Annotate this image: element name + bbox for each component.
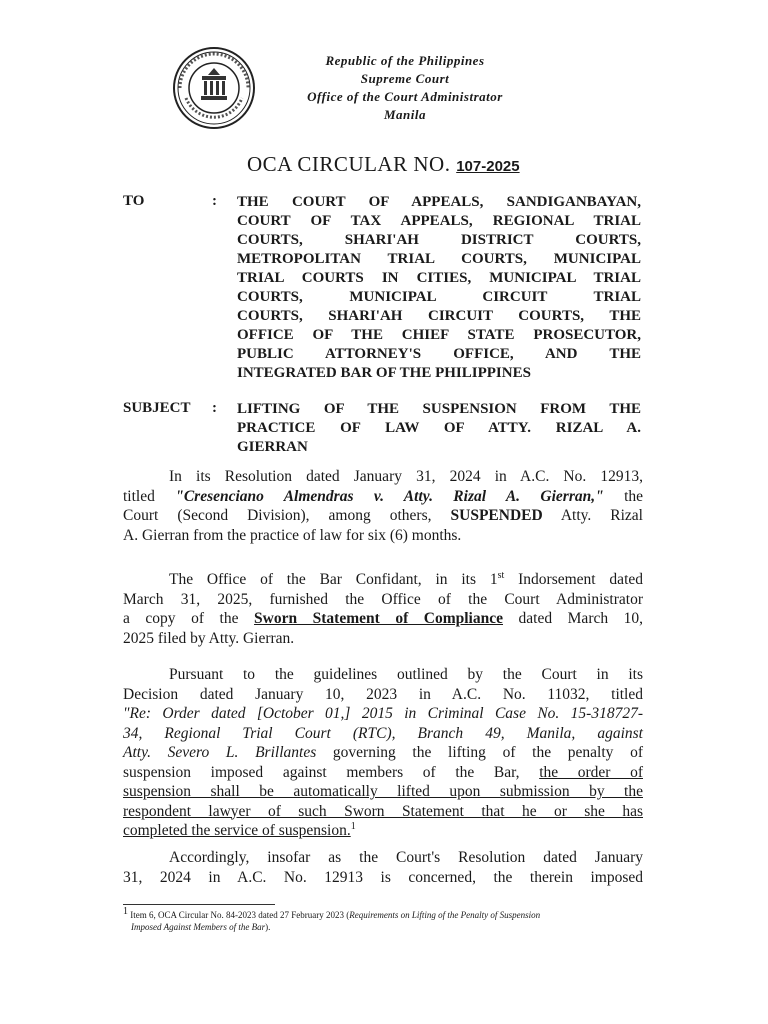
to-line: PUBLIC ATTORNEY'S OFFICE, AND THE bbox=[237, 346, 641, 362]
para-line: Pursuant to the guidelines outlined by the Court in its bbox=[169, 666, 643, 683]
para-line: Decision dated January 10, 2023 in A.C. No. 11032, titled bbox=[123, 685, 643, 703]
subject-line: LIFTING OF THE SUSPENSION FROM THE bbox=[237, 401, 641, 417]
to-colon: : bbox=[212, 193, 217, 209]
to-line: TRIAL COURTS IN CITIES, MUNICIPAL TRIAL bbox=[237, 270, 641, 286]
para-text: dated March 10, bbox=[518, 610, 644, 627]
to-line: OFFICE OF THE CHIEF STATE PROSECUTOR, bbox=[237, 327, 641, 343]
para-text: titled bbox=[123, 487, 155, 505]
circular-prefix: OCA CIRCULAR NO. bbox=[247, 152, 451, 176]
para-line bbox=[123, 743, 643, 763]
para-line bbox=[123, 763, 643, 783]
subject-line: GIERRAN bbox=[237, 439, 308, 455]
para-line bbox=[123, 609, 643, 629]
para-text: Atty. Severo L. Brillantes bbox=[123, 744, 317, 761]
to-line: COURTS, MUNICIPAL CIRCUIT TRIAL bbox=[237, 289, 641, 305]
footnote bbox=[123, 906, 653, 933]
underlined-text: completed the service of suspension. bbox=[123, 822, 351, 839]
subject-line: PRACTICE OF LAW OF ATTY. RIZAL A. bbox=[237, 420, 641, 436]
supreme-court-seal bbox=[172, 46, 256, 130]
sworn-statement-title: Sworn Statement of Compliance bbox=[254, 610, 503, 627]
subject-label: SUBJECT bbox=[123, 400, 191, 416]
letterhead-republic: Republic of the Philippines bbox=[325, 53, 485, 68]
para-line: 34, Regional Trial Court (RTC), Branch 49, Manila, against bbox=[123, 724, 643, 742]
footnote-ref: 1 bbox=[350, 820, 356, 832]
para-line bbox=[123, 506, 643, 526]
para-text: a copy of the bbox=[123, 610, 239, 627]
subject-colon: : bbox=[212, 400, 217, 416]
suspended-word: SUSPENDED bbox=[450, 507, 543, 524]
footnote-divider bbox=[123, 904, 275, 905]
letterhead bbox=[270, 52, 540, 124]
para-line: Accordingly, insofar as the Court's Resolution dated January bbox=[169, 849, 643, 866]
circular-number: 107-2025 bbox=[456, 158, 520, 175]
para-line bbox=[123, 821, 643, 841]
footnote-text: Item 6, OCA Circular No. 84-2023 dated 27 February 2023 ( bbox=[130, 910, 350, 920]
footnote-mark: 1 bbox=[123, 906, 128, 917]
para-line: respondent lawyer of such Sworn Statement that he or she has bbox=[123, 802, 643, 820]
para-line: 2025 filed by Atty. Gierran. bbox=[123, 629, 295, 647]
to-line: METROPOLITAN TRIAL COURTS, MUNICIPAL bbox=[237, 251, 641, 267]
paragraph-resolution bbox=[123, 467, 643, 545]
para-text: the bbox=[624, 487, 644, 505]
footnote-line bbox=[123, 921, 653, 933]
para-text: Indorsement dated bbox=[518, 571, 644, 588]
to-addressees bbox=[237, 193, 641, 383]
underlined-text: the order of bbox=[539, 763, 643, 781]
circular-title bbox=[247, 152, 520, 177]
footnote-italic: Requirements on Lifting of the Penalty of Suspension bbox=[349, 910, 541, 920]
para-text: governing the lifting of the penalty of bbox=[332, 744, 643, 761]
para-text: The Office of the Bar Confidant, in its 1 bbox=[169, 571, 498, 588]
para-line: A. Gierran from the practice of law for six (6) months. bbox=[123, 526, 462, 544]
ordinal-suffix: st bbox=[497, 569, 505, 581]
paragraph-indorsement bbox=[123, 570, 643, 648]
to-line: THE COURT OF APPEALS, SANDIGANBAYAN, bbox=[237, 194, 641, 210]
para-line: In its Resolution dated January 31, 2024 in A.C. No. 12913, bbox=[169, 468, 643, 485]
para-line: 31, 2024 in A.C. No. 12913 is concerned, the therein imposed bbox=[123, 868, 643, 886]
paragraph-guidelines bbox=[123, 665, 643, 841]
para-line: "Re: Order dated [October 01,] 2015 in Criminal Case No. 15-318727- bbox=[123, 705, 643, 722]
case-title: "Cresenciano Almendras v. Atty. Rizal A. Gierran," bbox=[175, 487, 604, 505]
letterhead-office: Office of the Court Administrator bbox=[307, 89, 503, 104]
para-line: March 31, 2025, furnished the Office of the Court Administrator bbox=[123, 590, 643, 608]
to-label: TO bbox=[123, 193, 145, 209]
footnote-text: ). bbox=[265, 922, 271, 932]
to-line: COURT OF TAX APPEALS, REGIONAL TRIAL bbox=[237, 213, 641, 229]
footnote-line bbox=[123, 906, 653, 921]
to-line: INTEGRATED BAR OF THE PHILIPPINES bbox=[237, 365, 531, 381]
letterhead-city: Manila bbox=[383, 107, 426, 122]
para-text: Court (Second Division), among others, bbox=[123, 507, 432, 524]
to-line: COURTS, SHARI'AH CIRCUIT COURTS, THE bbox=[237, 308, 641, 324]
para-line bbox=[123, 570, 643, 590]
footnote-italic: Imposed Against Members of the Bar bbox=[131, 922, 266, 932]
para-line: suspension shall be automatically lifted upon submission by the bbox=[123, 783, 643, 800]
letterhead-supreme-court: Supreme Court bbox=[360, 71, 450, 86]
para-text: Atty. Rizal bbox=[560, 507, 643, 524]
paragraph-accordingly bbox=[123, 848, 643, 887]
to-line: COURTS, SHARI'AH DISTRICT COURTS, bbox=[237, 232, 641, 248]
para-text: suspension imposed against members of the Bar, bbox=[123, 763, 520, 781]
subject-text bbox=[237, 400, 641, 457]
para-line bbox=[123, 487, 643, 507]
